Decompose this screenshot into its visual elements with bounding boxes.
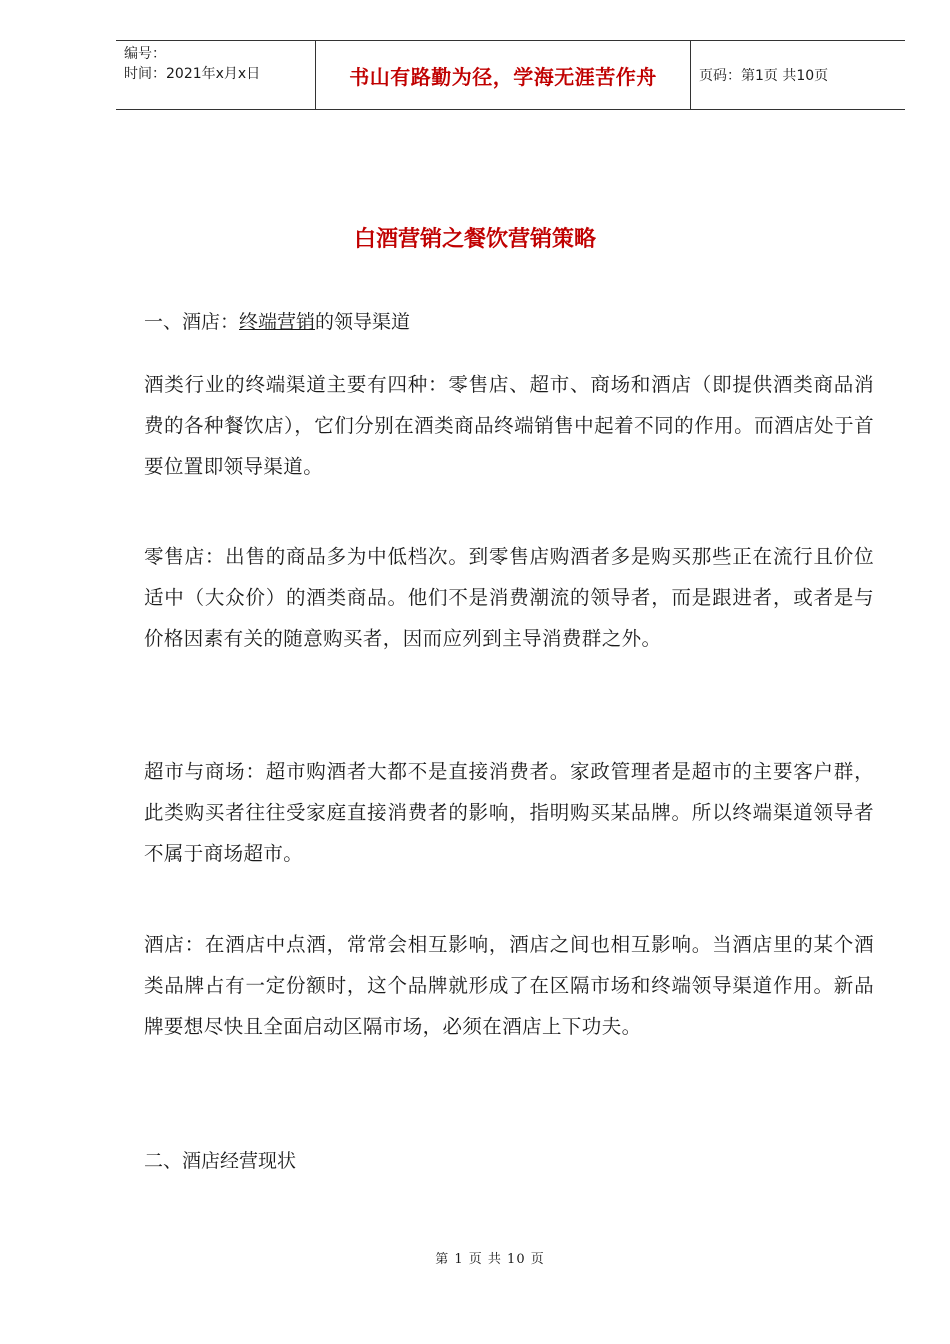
- terminal-marketing-link[interactable]: 终端营销: [239, 311, 316, 333]
- time-label: 时间：2021年x月x日: [124, 66, 261, 82]
- page-footer: 第 1 页 共 10 页: [435, 1252, 545, 1267]
- paragraph-hotel: 酒店：在酒店中点酒，常常会相互影响，酒店之间也相互影响。当酒店里的某个酒类品牌占有一定份额时，这个品牌就形成了在区隔市场和终端领导渠道作用。新品牌要想尽快且全面启动区隔市场，必须在酒店上下功夫。: [144, 933, 874, 1038]
- number-label: 编号：: [124, 46, 166, 62]
- paragraph-retail: 零售店：出售的商品多为中低档次。到零售店购酒者多是购买那些正在流行且价位适中（大众价）的酒类商品。他们不是消费潮流的领导者，而是跟进者，或者是与价格因素有关的随意购买者，因而应列到主导消费群之外。: [144, 545, 874, 650]
- section-heading-2: 二、酒店经营现状: [144, 1150, 297, 1172]
- document-title: 白酒营销之餐饮营销策略: [353, 227, 596, 252]
- page-header: [116, 40, 905, 110]
- section-1-suffix: 的领导渠道: [315, 311, 411, 333]
- header-meta-cell: [116, 41, 316, 109]
- paragraph-intro: 酒类行业的终端渠道主要有四种：零售店、超市、商场和酒店（即提供酒类商品消费的各种餐饮店），它们分别在酒类商品终端销售中起着不同的作用。而酒店处于首要位置即领导渠道。: [144, 373, 874, 478]
- section-heading-1: [144, 309, 410, 335]
- section-1-prefix: 一、酒店：: [144, 311, 240, 333]
- paragraph-supermarket: 超市与商场：超市购酒者大都不是直接消费者。家政管理者是超市的主要客户群，此类购买者往往受家庭直接消费者的影响，指明购买某品牌。所以终端渠道领导者不属于商场超市。: [144, 760, 874, 865]
- header-page-info: 页码：第1页 共10页: [699, 68, 829, 84]
- header-motto: 书山有路勤为径，学海无涯苦作舟: [316, 41, 691, 109]
